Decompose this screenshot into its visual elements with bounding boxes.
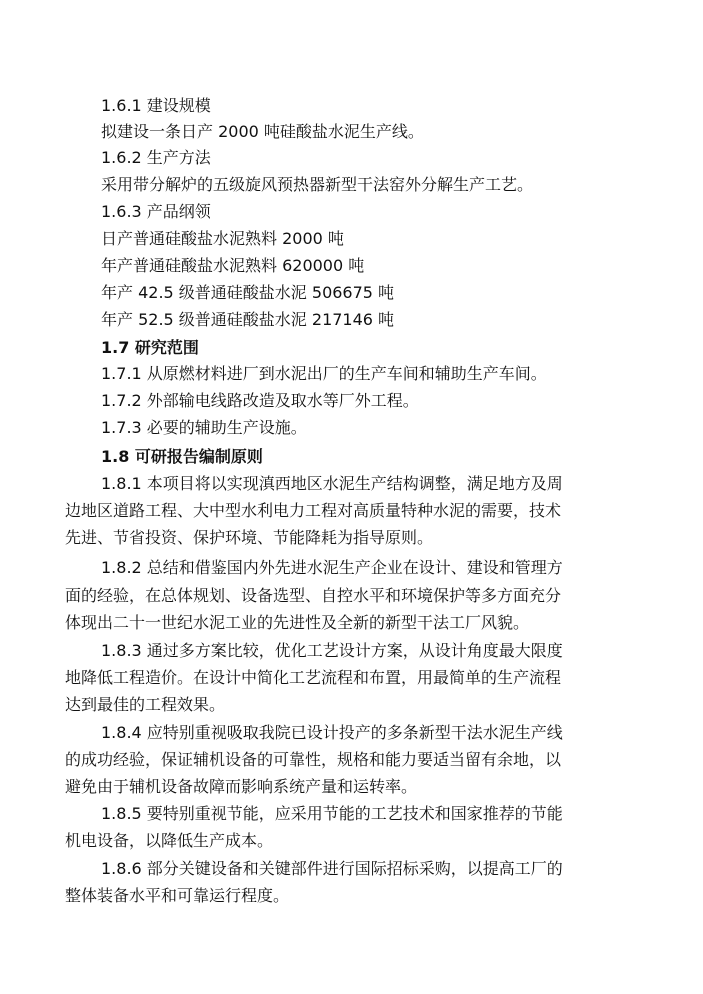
paragraph-line: 年产 52.5 级普通硅酸盐水泥 217146 吨 [101,310,395,329]
paragraph-line: 整体装备水平和可靠运行程度。 [65,886,290,905]
paragraph-line: 1.8.4 应特别重视吸取我院已设计投产的多条新型干法水泥生产线 [101,723,563,742]
paragraph-line: 1.8.3 通过多方案比较，优化工艺设计方案，从设计角度最大限度 [101,641,563,660]
paragraph-line: 体现出二十一世纪水泥工业的先进性及全新的新型干法工厂风貌。 [65,613,530,632]
list-item: 1.7.3 必要的辅助生产设施。 [101,418,307,437]
paragraph-line: 1.8.5 要特别重视节能，应采用节能的工艺技术和国家推荐的节能 [101,804,563,823]
paragraph-line: 日产普通硅酸盐水泥熟料 2000 吨 [101,229,344,248]
paragraph-line: 机电设备，以降低生产成本。 [65,831,274,850]
paragraph-line: 的成功经验，保证辅机设备的可靠性，规格和能力要适当留有余地，以 [65,750,562,769]
list-item: 1.7.1 从原燃材料进厂到水泥出厂的生产车间和辅助生产车间。 [101,364,547,383]
paragraph-line: 地降低工程造价。在设计中简化工艺流程和布置，用最简单的生产流程 [65,668,562,687]
paragraph-line: 拟建设一条日产 2000 吨硅酸盐水泥生产线。 [101,122,424,141]
paragraph-line: 采用带分解炉的五级旋风预热器新型干法窑外分解生产工艺。 [101,175,534,194]
paragraph-line: 年产普通硅酸盐水泥熟料 620000 吨 [101,256,365,275]
paragraph-line: 1.8.2 总结和借鉴国内外先进水泥生产企业在设计、建设和管理方 [101,558,563,577]
paragraph-line: 达到最佳的工程效果。 [65,695,226,714]
paragraph-line: 年产 42.5 级普通硅酸盐水泥 506675 吨 [101,283,395,302]
paragraph-line: 先进、节省投资、保护环境、节能降耗为指导原则。 [65,528,434,547]
paragraph-line: 边地区道路工程、大中型水利电力工程对高质量特种水泥的需要，技术 [65,501,562,520]
paragraph-line: 面的经验，在总体规划、设备选型、自控水平和环境保护等多方面充分 [65,586,562,605]
heading-1-6-1: 1.6.1 建设规模 [101,96,211,115]
section-heading-1-8: 1.8 可研报告编制原则 [101,447,263,466]
paragraph-line: 1.8.6 部分关键设备和关键部件进行国际招标采购，以提高工厂的 [101,859,563,878]
list-item: 1.7.2 外部输电线路改造及取水等厂外工程。 [101,391,419,410]
section-heading-1-7: 1.7 研究范围 [101,338,199,357]
paragraph-line: 避免由于辅机设备故障而影响系统产量和运转率。 [65,777,418,796]
heading-1-6-3: 1.6.3 产品纲领 [101,202,211,221]
paragraph-line: 1.8.1 本项目将以实现滇西地区水泥生产结构调整，满足地方及周 [101,474,563,493]
heading-1-6-2: 1.6.2 生产方法 [101,148,211,167]
